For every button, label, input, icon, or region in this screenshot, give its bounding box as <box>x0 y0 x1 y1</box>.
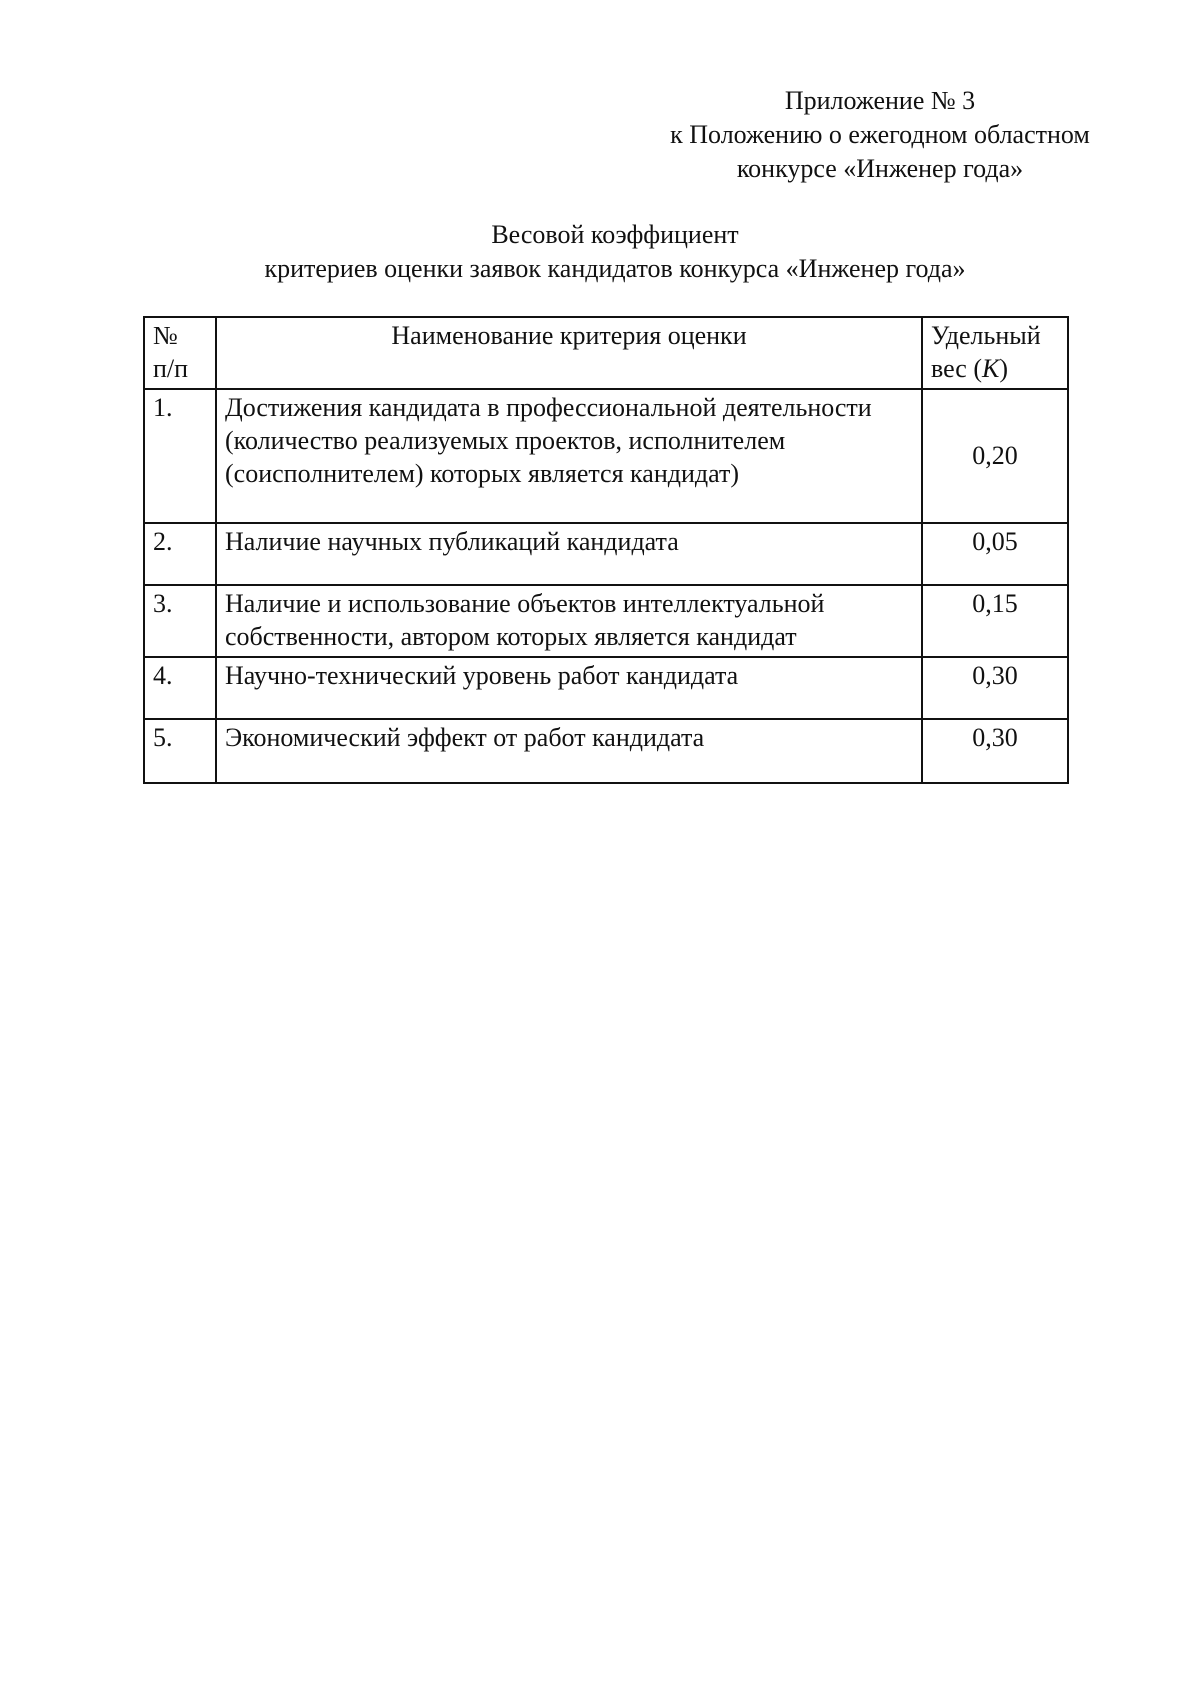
criterion-name: Научно-технический уровень работ кандидата <box>216 657 922 719</box>
row-number: 3. <box>144 585 216 657</box>
criterion-weight: 0,30 <box>922 719 1068 783</box>
table-row <box>144 585 1068 657</box>
criterion-weight: 0,05 <box>922 523 1068 585</box>
criteria-table <box>143 316 1069 784</box>
row-number: 5. <box>144 719 216 783</box>
header-criterion-name: Наименование критерия оценки <box>216 317 922 389</box>
table-row <box>144 657 1068 719</box>
table-row <box>144 389 1068 523</box>
row-number: 2. <box>144 523 216 585</box>
title-line-2: критериев оценки заявок кандидатов конкурса «Инженер года» <box>264 254 966 283</box>
header-weight-suffix: ) <box>999 354 1009 383</box>
criterion-name: Достижения кандидата в профессиональной деятельности (количество реализуемых проектов, исполнителем (соисполнителем) которых является кандидат) <box>216 389 922 523</box>
row-number: 4. <box>144 657 216 719</box>
appendix-contest: конкурсе «Инженер года» <box>736 154 1024 183</box>
appendix-reference <box>620 84 1140 186</box>
header-number <box>144 317 216 389</box>
criterion-weight: 0,30 <box>922 657 1068 719</box>
table-row <box>144 523 1068 585</box>
header-number-abbrev: п/п <box>153 354 189 383</box>
header-weight-symbol: K <box>982 354 1000 383</box>
appendix-number: Приложение № 3 <box>784 86 976 115</box>
criterion-name: Экономический эффект от работ кандидата <box>216 719 922 783</box>
header-weight-prefix: вес ( <box>931 354 983 383</box>
table-row <box>144 719 1068 783</box>
header-weight-line-1: Удельный <box>931 321 1041 350</box>
criterion-name: Наличие и использование объектов интеллектуальной собственности, автором которых является кандидат <box>216 585 922 657</box>
header-weight-line-2 <box>931 352 1059 385</box>
criterion-weight: 0,20 <box>922 389 1068 523</box>
title-line-1: Весовой коэффициент <box>491 220 739 249</box>
row-number: 1. <box>144 389 216 523</box>
header-weight <box>922 317 1068 389</box>
header-number-symbol: № <box>153 321 178 350</box>
table-header-row <box>144 317 1068 389</box>
document-title <box>150 218 1080 286</box>
criterion-name: Наличие научных публикаций кандидата <box>216 523 922 585</box>
appendix-regulation: к Положению о ежегодном областном <box>670 120 1090 149</box>
criterion-weight: 0,15 <box>922 585 1068 657</box>
